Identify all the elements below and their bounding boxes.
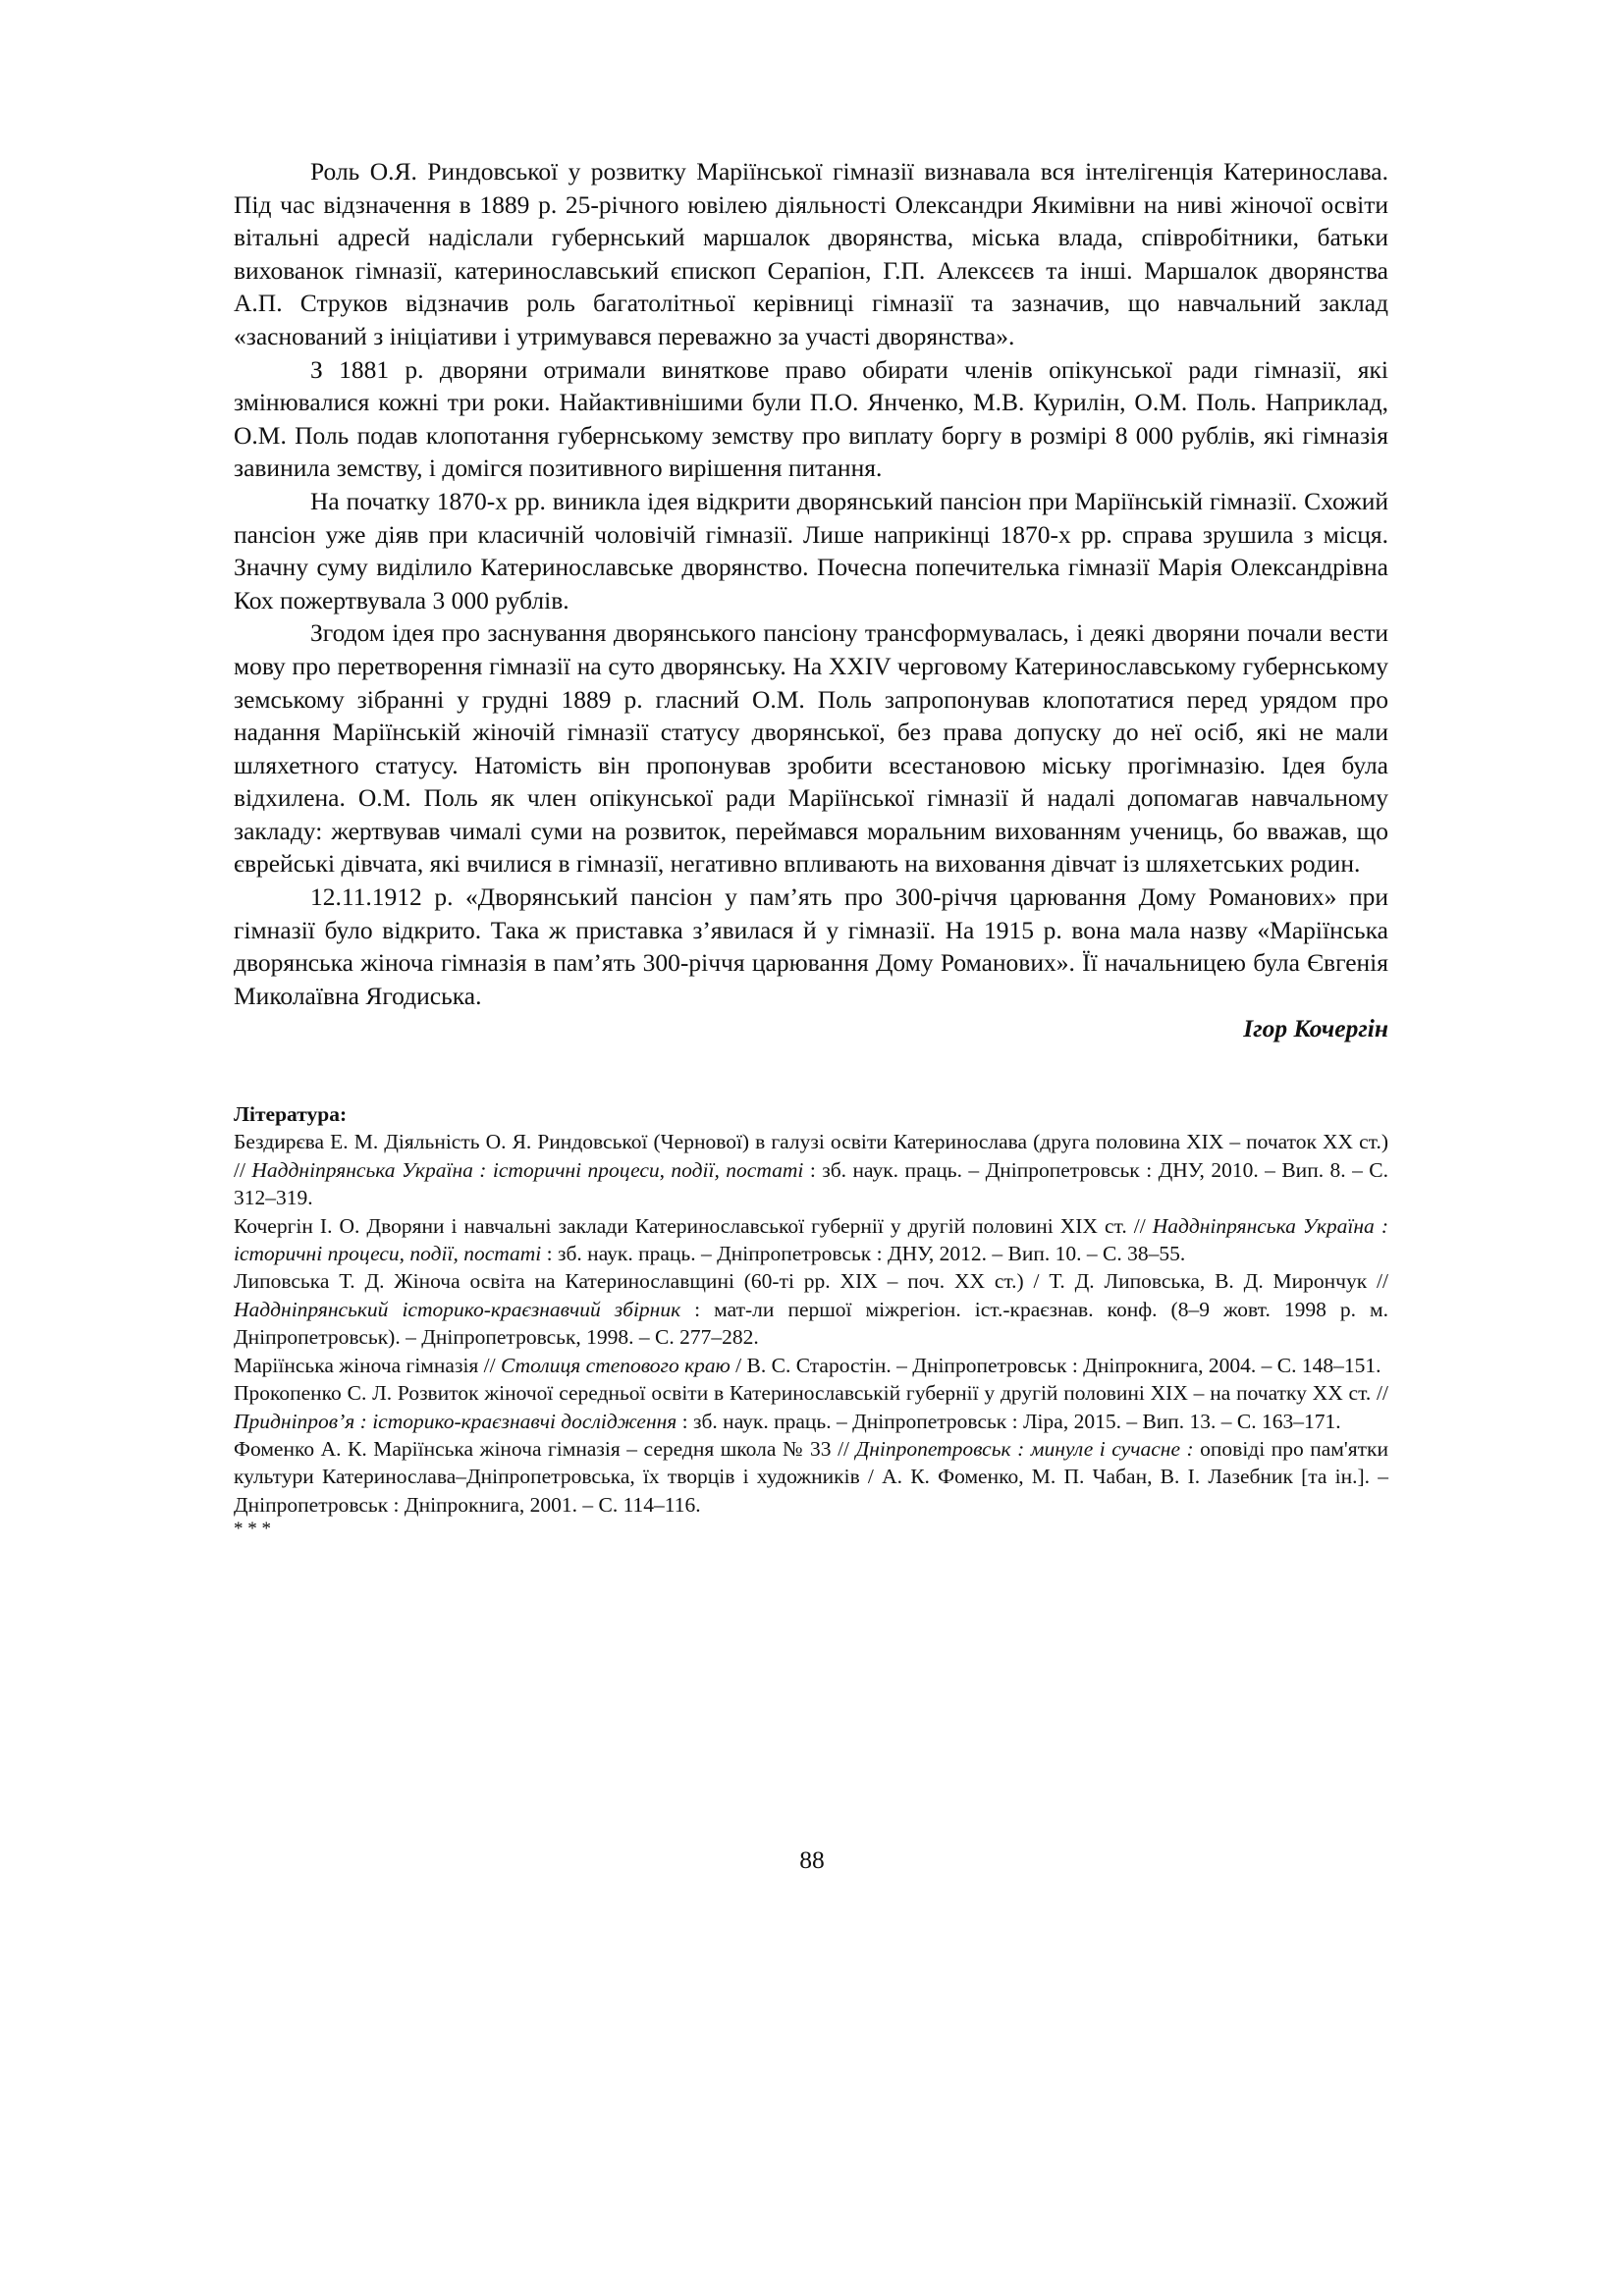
reference-source-title: Столиця степового краю: [501, 1353, 731, 1377]
page-content: [234, 155, 1388, 1540]
paragraph: Роль О.Я. Риндовської у розвитку Маріїнської гімназії визнавала вся інтелігенція Катеринослава. Під час відзначення в 1889 р. 25-річного ювілею діяльності Олександри Якимівни на ниві жіночої освіти вітальні адресй надіслали губернський маршалок дворянства, міська влада, співробітники, батьки вихованок гімназії, катеринославський єпископ Серапіон, Г.П. Алексєєв та інші. Маршалок дворянства А.П. Струков відзначив роль багатолітньої керівниці гімназії та зазначив, що навчальний заклад «заснований з ініціативи і утримувався переважно за участі дворянства».: [234, 157, 1388, 350]
paragraph: Згодом ідея про заснування дворянського пансіону трансформувалась, і деякі дворяни почали вести мову про перетворення гімназії на суто дворянську. На XXIV черговому Катеринославському губернському земському зібранні у грудні 1889 р. гласний О.М. Поль запропонував клопотатися перед урядом про надання Маріїнській жіночій гімназії статусу дворянської, без права допуску до неї осіб, які не мали шляхетного статусу. Натомість він пропонував зробити всестановою міську прогімназію. Ідея була відхилена. О.М. Поль як член опікунської ради Маріїнської гімназії й надалі допомагав навчальному закладу: жертвував чималі суми на розвиток, переймався моральним вихованням учениць, бо вважав, що єврейські дівчата, які вчилися в гімназії, негативно впливають на виховання дівчат із шляхетських родин.: [234, 618, 1388, 879]
reference-text: Фоменко А. К. Маріїнська жіноча гімназія – середня школа № 33 //: [234, 1436, 856, 1461]
reference-source-title: Наддніпрянська Україна : історичні процеси, події, постаті: [234, 1213, 1388, 1266]
reference-text: Липовська Т. Д. Жіноча освіта на Катеринославщині (60-ті рр. XIX – поч. XX ст.) / Т. Д. Липовська, В. Д. Мирончук //: [234, 1269, 1388, 1294]
reference-text: Маріїнська жіноча гімназія //: [234, 1353, 502, 1377]
paragraph: 12.11.1912 р. «Дворянський пансіон у пам’ять про 300-річчя царювання Дому Романових» при гімназії було відкрито. Така ж приставка з’явилася й у гімназії. На 1915 р. вона мала назву «Маріїнська дворянська жіноча гімназія в пам’ять 300-річчя царювання Дому Романових». Її начальницею була Євгенія Миколаївна Ягодиська.: [234, 882, 1388, 1010]
paragraph: На початку 1870-х рр. виникла ідея відкрити дворянський пансіон при Маріїнській гімназії. Схожий пансіон уже діяв при класичній чоловічій гімназії. Лише наприкінці 1870-х рр. справа зрушила з місця. Значну суму виділило Катеринославське дворянство. Почесна попечителька гімназії Марія Олександрівна Кох пожертвувала 3 000 рублів.: [234, 486, 1388, 614]
references-heading: Література:: [234, 1102, 348, 1127]
reference-item: [234, 1128, 1388, 1211]
page-number: 88: [799, 1845, 825, 1874]
reference-item: [234, 1267, 1388, 1351]
reference-source-title: Наддніпрянський історико-краєзнавчий збірник: [234, 1297, 681, 1321]
reference-item: [234, 1212, 1388, 1268]
references-list: [234, 1128, 1388, 1519]
reference-source-title: Придніпров’я : історико-краєзнавчі дослідження: [234, 1409, 677, 1433]
reference-text: : мат-ли першої міжрегіон. іст.-краєзнав. конф. (8–9 жовт. 1998 р. м. Дніпропетровськ). – Дніпропетровськ, 1998. – С. 277–282.: [234, 1297, 1389, 1350]
reference-source-title: Дніпропетровськ : минуле і сучасне :: [855, 1436, 1194, 1461]
reference-text: оповіді про пам'ятки культури Катеринослава–Дніпропетровська, їх творців і художників / А. К. Фоменко, М. П. Чабан, В. І. Лазебник [та ін.]. – Дніпропетровськ : Дніпрокнига, 2001. – С. 114–116.: [234, 1436, 1388, 1517]
reference-source-title: Наддніпрянська Україна : історичні процеси, події, постаті: [251, 1157, 804, 1182]
reference-item: [234, 1435, 1388, 1519]
reference-text: / В. С. Старостін. – Дніпропетровськ : Дніпрокнига, 2004. – С. 148–151.: [730, 1353, 1381, 1377]
reference-text: Прокопенко С. Л. Розвиток жіночої середньої освіти в Катеринославській губернії у другій половині XIX – на початку XX ст. //: [234, 1381, 1388, 1406]
article-body: [234, 155, 1388, 1012]
paragraph: З 1881 р. дворяни отримали виняткове право обирати членів опікунської ради гімназії, які змінювалися кожні три роки. Найактивнішими були П.О. Янченко, М.В. Курилін, О.М. Поль. Наприклад, О.М. Поль подав клопотання губернському земству про виплату боргу в розмірі 8 000 рублів, які гімназія завинила земству, і домігся позитивного вирішення питання.: [234, 354, 1388, 483]
reference-item: [234, 1379, 1388, 1435]
reference-text: : зб. наук. праць. – Дніпропетровськ : Ліра, 2015. – Вип. 13. – С. 163–171.: [677, 1409, 1341, 1433]
reference-item: [234, 1352, 1388, 1379]
references-section: [234, 1100, 1388, 1540]
reference-text: : зб. наук. праць. – Дніпропетровськ : ДНУ, 2012. – Вип. 10. – С. 38–55.: [541, 1242, 1186, 1266]
section-separator: * * *: [234, 1519, 271, 1540]
reference-text: Кочергін І. О. Дворяни і навчальні заклади Катеринославської губернії у другій половині XIX ст. //: [234, 1213, 1153, 1238]
author-signature: Ігор Кочергін: [1243, 1014, 1388, 1043]
reference-text: Бездирєва Е. М. Діяльність О. Я. Риндовської (Чернової) в галузі освіти Катеринослава (друга половина XIX – початок XX ст.) //: [234, 1130, 1388, 1182]
reference-text: : зб. наук. праць. – Дніпропетровськ : ДНУ, 2010. – Вип. 8. – С. 312–319.: [234, 1157, 1388, 1210]
